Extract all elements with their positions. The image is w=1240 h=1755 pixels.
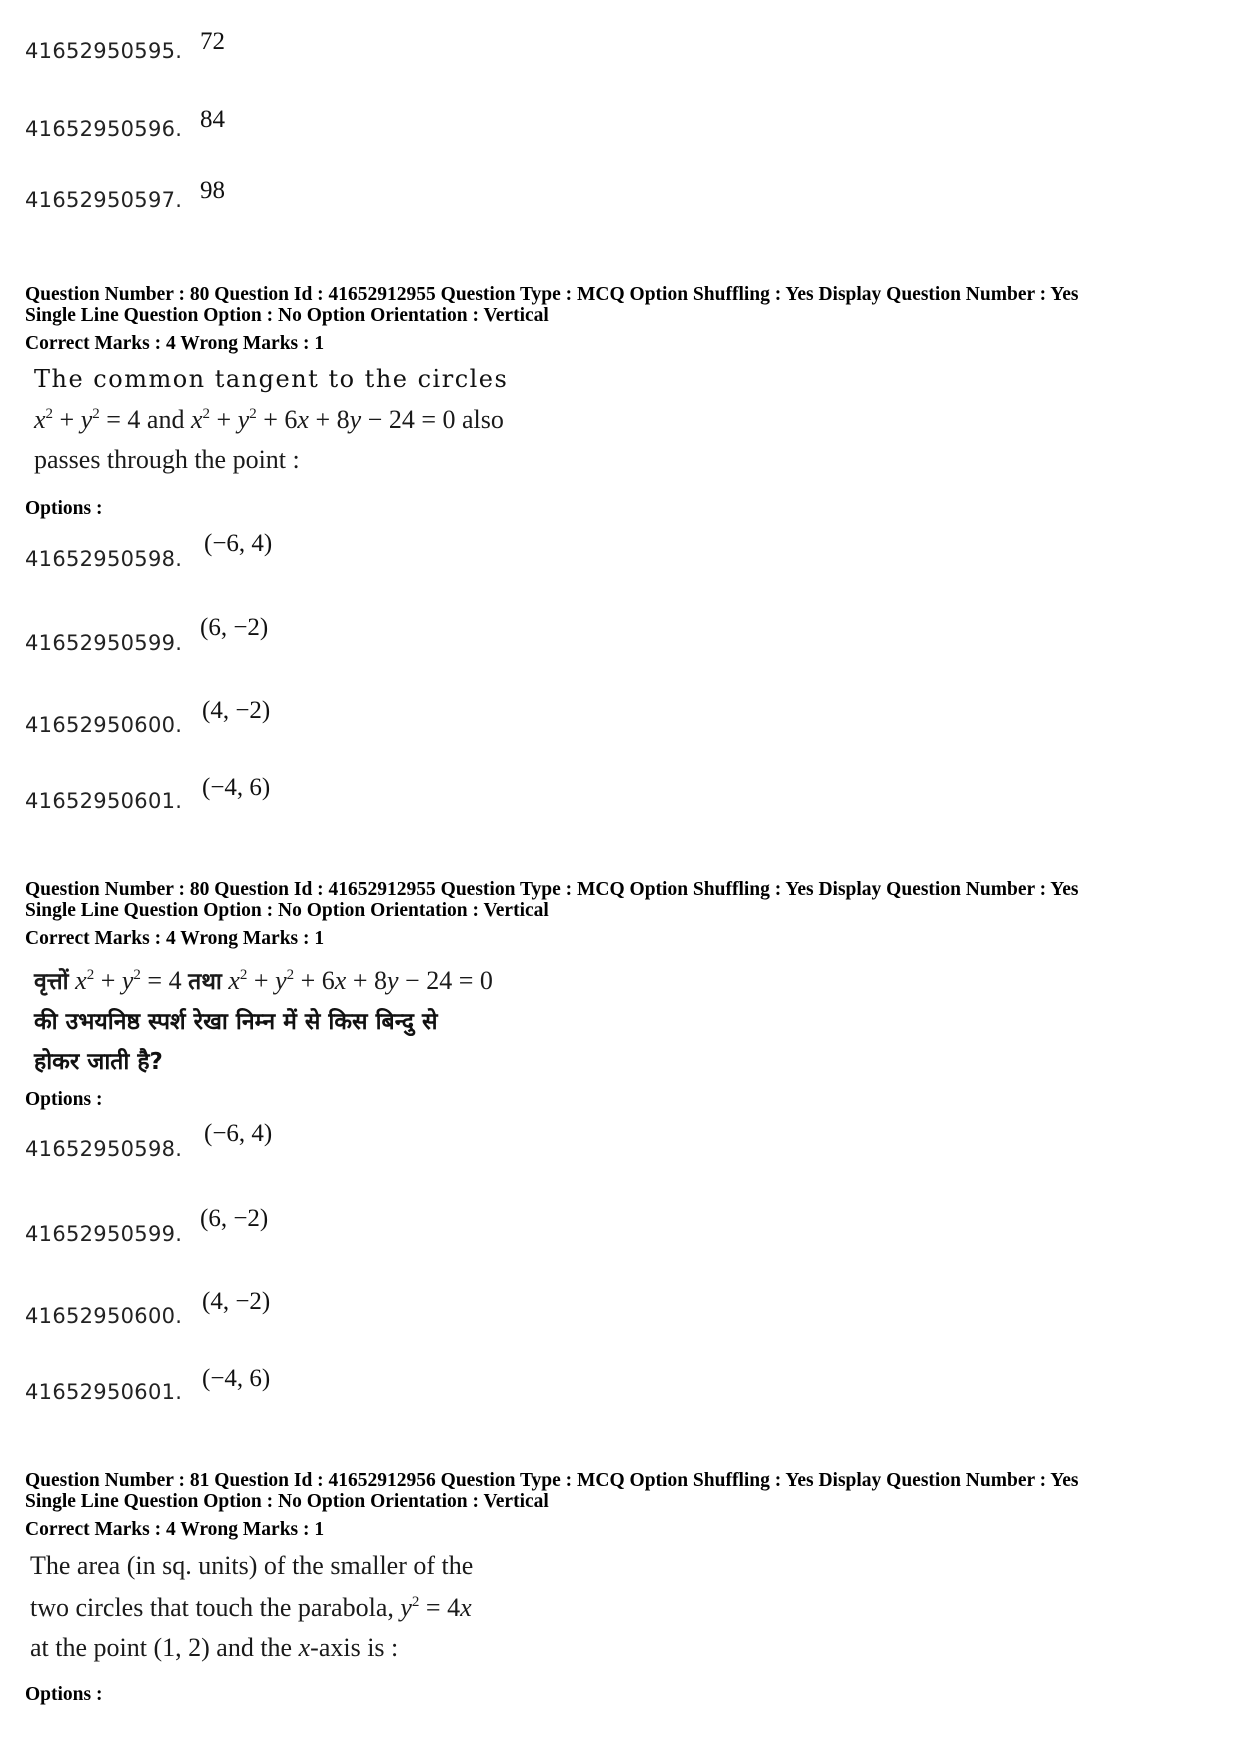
question-text-line: passes through the point : bbox=[34, 445, 300, 474]
question-marks: Correct Marks : 4 Wrong Marks : 1 bbox=[25, 1519, 325, 1540]
option-id: 41652950598. bbox=[25, 1137, 183, 1161]
option-id: 41652950599. bbox=[25, 631, 183, 655]
option-id: 41652950601. bbox=[25, 789, 183, 813]
option-id: 41652950599. bbox=[25, 1222, 183, 1246]
question-meta-line: Single Line Question Option : No Option Orientation : Vertical bbox=[25, 900, 549, 921]
option-id: 41652950600. bbox=[25, 713, 183, 737]
option-value: (6, −2) bbox=[200, 1205, 269, 1232]
option-value: (−4, 6) bbox=[202, 774, 271, 801]
option-value: (−4, 6) bbox=[202, 1365, 271, 1392]
option-value: (−6, 4) bbox=[204, 1120, 273, 1147]
option-id: 41652950595. bbox=[25, 39, 183, 63]
option-value: 72 bbox=[200, 28, 225, 55]
option-value: (6, −2) bbox=[200, 614, 269, 641]
options-label: Options : bbox=[25, 498, 103, 519]
question-meta-line: Question Number : 80 Question Id : 41652912955 Question Type : MCQ Option Shuffling : Yes Display Question Number : Yes bbox=[25, 879, 1079, 900]
question-meta-line: Single Line Question Option : No Option Orientation : Vertical bbox=[25, 305, 549, 326]
question-text-line: The area (in sq. units) of the smaller of the bbox=[30, 1551, 474, 1580]
option-value: 98 bbox=[200, 177, 225, 204]
option-value: (−6, 4) bbox=[204, 530, 273, 557]
question-marks: Correct Marks : 4 Wrong Marks : 1 bbox=[25, 333, 325, 354]
question-meta-line: Single Line Question Option : No Option Orientation : Vertical bbox=[25, 1491, 549, 1512]
option-value: (4, −2) bbox=[202, 1288, 271, 1315]
question-meta-line: Question Number : 81 Question Id : 41652912956 Question Type : MCQ Option Shuffling : Yes Display Question Number : Yes bbox=[25, 1470, 1079, 1491]
question-text-line: at the point (1, 2) and the x-axis is : bbox=[30, 1633, 399, 1662]
question-marks: Correct Marks : 4 Wrong Marks : 1 bbox=[25, 928, 325, 949]
option-id: 41652950598. bbox=[25, 547, 183, 571]
question-text-line: वृत्तों $x^2 + y^2 = 4$ तथा $x^2 + y^2 + 6x + 8y - 24 = 0$ bbox=[34, 966, 493, 995]
option-id: 41652950600. bbox=[25, 1304, 183, 1328]
option-value: (4, −2) bbox=[202, 697, 271, 724]
question-text-line: two circles that touch the parabola, $y^2 = 4x$ bbox=[30, 1593, 472, 1622]
question-text-line: The common tangent to the circles bbox=[34, 365, 509, 393]
option-id: 41652950597. bbox=[25, 188, 183, 212]
options-label: Options : bbox=[25, 1089, 103, 1110]
options-label: Options : bbox=[25, 1684, 103, 1705]
question-text-line: होकर जाती है? bbox=[34, 1049, 163, 1075]
question-text-line: $x^2 + y^2 = 4$ and $x^2 + y^2 + 6x + 8y - 24 = 0$ also bbox=[34, 405, 504, 434]
question-meta-line: Question Number : 80 Question Id : 41652912955 Question Type : MCQ Option Shuffling : Yes Display Question Number : Yes bbox=[25, 284, 1079, 305]
option-value: 84 bbox=[200, 106, 225, 133]
option-id: 41652950596. bbox=[25, 117, 183, 141]
question-text-line: की उभयनिष्ठ स्पर्श रेखा निम्न में से किस बिन्दु से bbox=[34, 1009, 438, 1035]
option-id: 41652950601. bbox=[25, 1380, 183, 1404]
